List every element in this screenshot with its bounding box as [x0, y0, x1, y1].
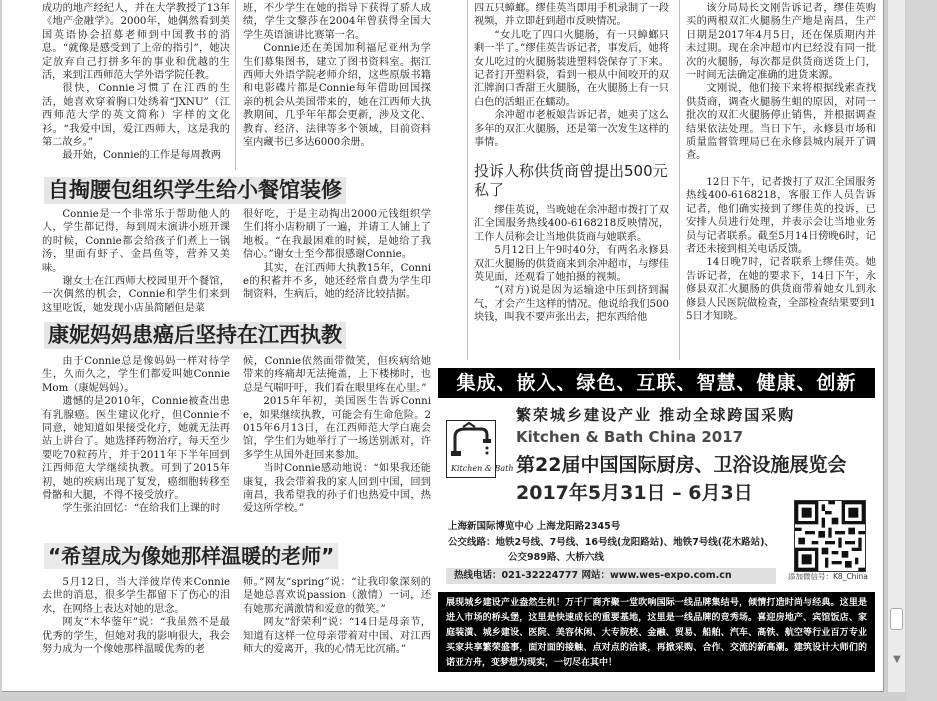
article-column	[42, 2, 230, 162]
paragraph: “女儿吃了四口火腿肠，有一只蟑螂只剩一半了。”缪佳英告诉记者，事发后，她将女儿吃过的火腿肠装进塑料袋保存了下来。记者打开塑料袋，看到一根从中间咬开的双汇牌润口香甜王火腿肠，在火腿肠上有一只白色的活蛆正在蠕动。	[474, 29, 669, 108]
paragraph: Connie是一个非常乐于帮助他人的人，学生都记得，每到周末演讲小班开课的时候，Connie都会给孩子们煮上一锅汤，里面有虾子、金昌鱼等，营养又美味。	[42, 209, 230, 274]
ad-english-title: Kitchen & Bath China 2017	[516, 428, 744, 446]
column-divider	[679, 0, 680, 360]
ad-date: 2017年5月31日 – 6月3日	[516, 482, 753, 504]
paragraph: 其实，在江西师大执教15年，Connie的积蓄并不多，她还经常自费为学生印制资料，生病后，她的经济比较拮据。	[243, 262, 431, 301]
paragraph: 最开始，Connie的工作是每周教两	[62, 150, 221, 162]
paragraph: 遗憾的是2010年，Connie被查出患有乳腺癌。医生建议化疗，但Connie不同意，她知道如果接受化疗，她就无法再站上讲台了。她选择药物治疗，每天至少要吃70粒药片，并于2011年下半年回到江西师范大学继续执教。可到了2015年初，她的疾病出现了复发，癌细胞转移至骨骼和大腿，不得不接受放疗。	[42, 396, 230, 502]
paragraph: 5月12日，当大洋彼岸传来Connie去世的消息，很多学生都留下了伤心的泪水，在网络上表达对她的思念。	[42, 577, 230, 615]
article-column	[243, 576, 431, 668]
article-column	[243, 208, 431, 316]
scrollbar-thumb[interactable]	[890, 608, 903, 630]
article-column	[243, 355, 431, 533]
paragraph: 学生张泊回忆：“在给我们上课的时	[62, 503, 221, 515]
paragraph: 由于Connie总是像妈妈一样对待学生，久而久之，学生们都爱叫她Connie Mom（康妮妈妈）。	[42, 356, 230, 394]
faucet-icon	[447, 421, 494, 461]
vertical-scrollbar[interactable]	[887, 0, 905, 692]
ad-venue: 上海新国际博览中心 上海龙阳路2345号	[448, 521, 621, 532]
qr-code-icon[interactable]	[794, 500, 866, 572]
column-divider	[235, 0, 236, 170]
paragraph: 该分局局长文刚告诉记者，缪佳英购买的两根双汇火腿肠生产地是南昌，生产日期是2017年4月5日，还在保质期内并未过期。现在余冲超市内已经没有同一批次的火腿肠，每次都是供货商送货上门，一时间无法确定准确的进货来源。	[686, 3, 876, 82]
viewer-gutter	[906, 0, 937, 701]
article-headline: 康妮妈妈患癌后坚持在江西执教	[44, 322, 346, 349]
qr-caption: 添加微信号：K8_China	[788, 572, 868, 581]
ad-banner: 集成、嵌入、绿色、互联、智慧、健康、创新	[438, 368, 875, 398]
ad-description: 展现城乡建设产业盎然生机！万千厂商齐聚一堂吹响国际一线品牌集结号，倾情打造时尚与经典。这里是进入市场的桥头堡，这里是快速成长的重要基地，这里是一线品牌的竞秀场。喜迎房地产、宾馆饭店、家庭装潢、城乡建设、医院、美容休闲、大专院校、金融、贸易、船舶、汽车、高铁、航空等行业百万专业买家共享繁荣盛事，面对面的接触、点对点的洽谈，再掀采购、合作、交流的新高潮。建筑设计大师们的诺亚方舟，变梦想为现实，一切尽在其中！	[438, 592, 875, 672]
paragraph: 2015年年初，美国医生告诉Connie，如果继续执教，可能会有生命危险。2015年6月13日，在江西师范大学白鹿会馆，学生们为她举行了一场送别派对，许多学生从国外赶回来参加。	[243, 396, 431, 461]
article-column	[686, 2, 876, 175]
sub-headline: 投诉人称供货商曾提出500元私了	[474, 162, 668, 199]
ad-logo-text: Kitchen & Bath	[451, 464, 514, 473]
paragraph: “(对方)说是因为运输途中压到挤到漏气，才会产生这样的情况。他说给我们500块钱，叫我不要声张出去，把东西给他	[474, 285, 669, 324]
article-headline: 自掏腰包组织学生给小餐馆装修	[44, 177, 346, 204]
ad-chinese-title: 第22届中国国际厨房、卫浴设施展览会	[516, 454, 847, 476]
article-column	[686, 176, 876, 360]
article-column	[243, 2, 431, 162]
paragraph: 12日下午，记者拨打了双汇全国服务热线400-6168218，客服工作人员告诉记者，他们确实接到了缪佳英的投诉，已安排人员进行处理，并表示会让当地业务员与记者联系。截至5月14日傍晚6时，记者还未接到相关电话反馈。	[686, 177, 876, 256]
article-column	[42, 355, 230, 533]
qr-code-graphic	[795, 501, 865, 571]
ad-slogan: 繁荣城乡建设产业 推动全球跨国采购	[516, 406, 796, 424]
paragraph: 文刚说，他们接下来将根据线索查找供货商，调查火腿肠生蛆的原因，对同一批次的双汇火腿肠停止销售，并根据调查结果依法处理。当日下午，永修县市场和质量监督管理局已在永修县城内展开了调查。	[686, 83, 876, 162]
paragraph: 很快，Connie习惯了在江西的生活，她喜欢穿着胸口处绣着“JXNU”（江西师范大学的英文简称）字样的文化衫。“我爱中国，爱江西师大，这是我的第二故乡。”	[42, 83, 230, 149]
paragraph: Connie还在美国加利福尼亚州为学生们募集图书，建立了图书资料室。据江西师大外语学院老师介绍，这些原版书籍和电影碟片都是Connie每年借助回国探亲的机会从美国带来的，她在江西师大执教期间，几乎年年都会更新，涉及文化、教育、经济、法律等多个领域，目前资料室内藏书已多达6000余册。	[243, 43, 431, 149]
article-column	[42, 208, 230, 316]
article-column	[474, 2, 669, 162]
paragraph: 师。”网友“spring”说：“让我印象深刻的是她总喜欢说passion（激情）一词，还有她那充满激情和爱意的微笑。”	[243, 577, 431, 615]
column-divider	[467, 0, 468, 360]
kitchen-bath-faucet-logo-icon	[446, 420, 514, 478]
paragraph: 很好吃，于是主动掏出2000元钱组织学生们将小店粉刷了一遍，并请工人铺上了地板。“在我最困难的时候，是她给了我信心。”谢女士至今都很感谢Connie。	[243, 209, 431, 261]
paragraph: 谢女士在江西师大校园里开个餐馆，一次偶然的机会，Connie和学生们来到这里吃饭，她发现小店虽简陋但是菜	[42, 276, 230, 314]
paragraph: 成功的地产经纪人，并在大学教授了13年《地产金融学》。2000年，她偶然看到美国英语协会招募老师到中国教书的消息。“就像是感受到了上帝的指引”，她决定放弃自己打拼多年的事业和优越的生活，来到江西师范大学外语学院任教。	[42, 3, 230, 82]
paragraph: 网友“舒荣利”说：“14日是母亲节，知道有这样一位母亲带着对中国、对江西师大的爱离开，我的心情无比沉痛。”	[243, 617, 431, 656]
article-column	[42, 576, 230, 668]
ad-transit: 公交线路：地铁2号线、7号线、16号线(龙阳路站)、地铁7号线(花木路站)、	[448, 537, 774, 548]
viewer-gutter	[0, 692, 906, 701]
article-column	[474, 162, 669, 360]
paragraph: 缪佳英说，当晚她在余冲超市拨打了双汇全国服务热线400-6168218反映情况，工作人员称会让当地供货商与她联系。	[474, 205, 669, 243]
ad-contact[interactable]: 热线电话：021-32224777 网站：www.wes-expo.com.cn	[446, 568, 776, 584]
article-headline: “希望成为像她那样温暖的老师”	[44, 543, 338, 569]
ad-transit: 公交989路、大桥六线	[508, 552, 604, 563]
advertisement[interactable]	[438, 368, 875, 672]
newspaper-page	[2, 0, 884, 692]
paragraph: 候，Connie依然面带微笑，但疾病给她带来的疼痛却无法掩盖，上下楼梯时，也总是气喘吁吁，我们看在眼里疼在心里。”	[243, 356, 431, 394]
paragraph: 网友“木华蓥年”说：“我虽然不是最优秀的学生，但她对我的影响很大，我会努力成为一个像她那样温暖优秀的老	[42, 617, 230, 656]
paragraph: 班，不少学生在她的指导下获得了骄人成绩，学生文黎莎在2004年曾获得全国大学生英语演讲比赛第一名。	[243, 3, 431, 41]
paragraph: 5月12日上午9时40分，有两名永修县双汇火腿肠的供货商来到余冲超市，与缪佳英见面，还观看了她拍摄的视频。	[474, 245, 669, 284]
paragraph: 14日晚7时，记者联系上缪佳英。她告诉记者，在她的要求下，14日下午，永修县双汇火腿肠的供货商带着她女儿到永修县人民医院做检查，全部检查结果要到15日才知晓。	[686, 257, 876, 323]
scroll-down-arrow-icon[interactable]: ▼	[893, 654, 901, 665]
paragraph: 余冲超市老板娘告诉记者，她卖了这么多年的双汇火腿肠，还是第一次发生这样的事情。	[474, 110, 669, 149]
paragraph: 四五只蟑螂。缪佳英当即用手机录制了一段视频，并立即赶到超市反映情况。	[474, 3, 669, 28]
paragraph: 当时Connie感动地说：“如果我还能康复，我会带着我的家人回到中国，回到南昌，我希望我的孙子们也热爱中国，热爱这所学校。”	[243, 463, 431, 515]
